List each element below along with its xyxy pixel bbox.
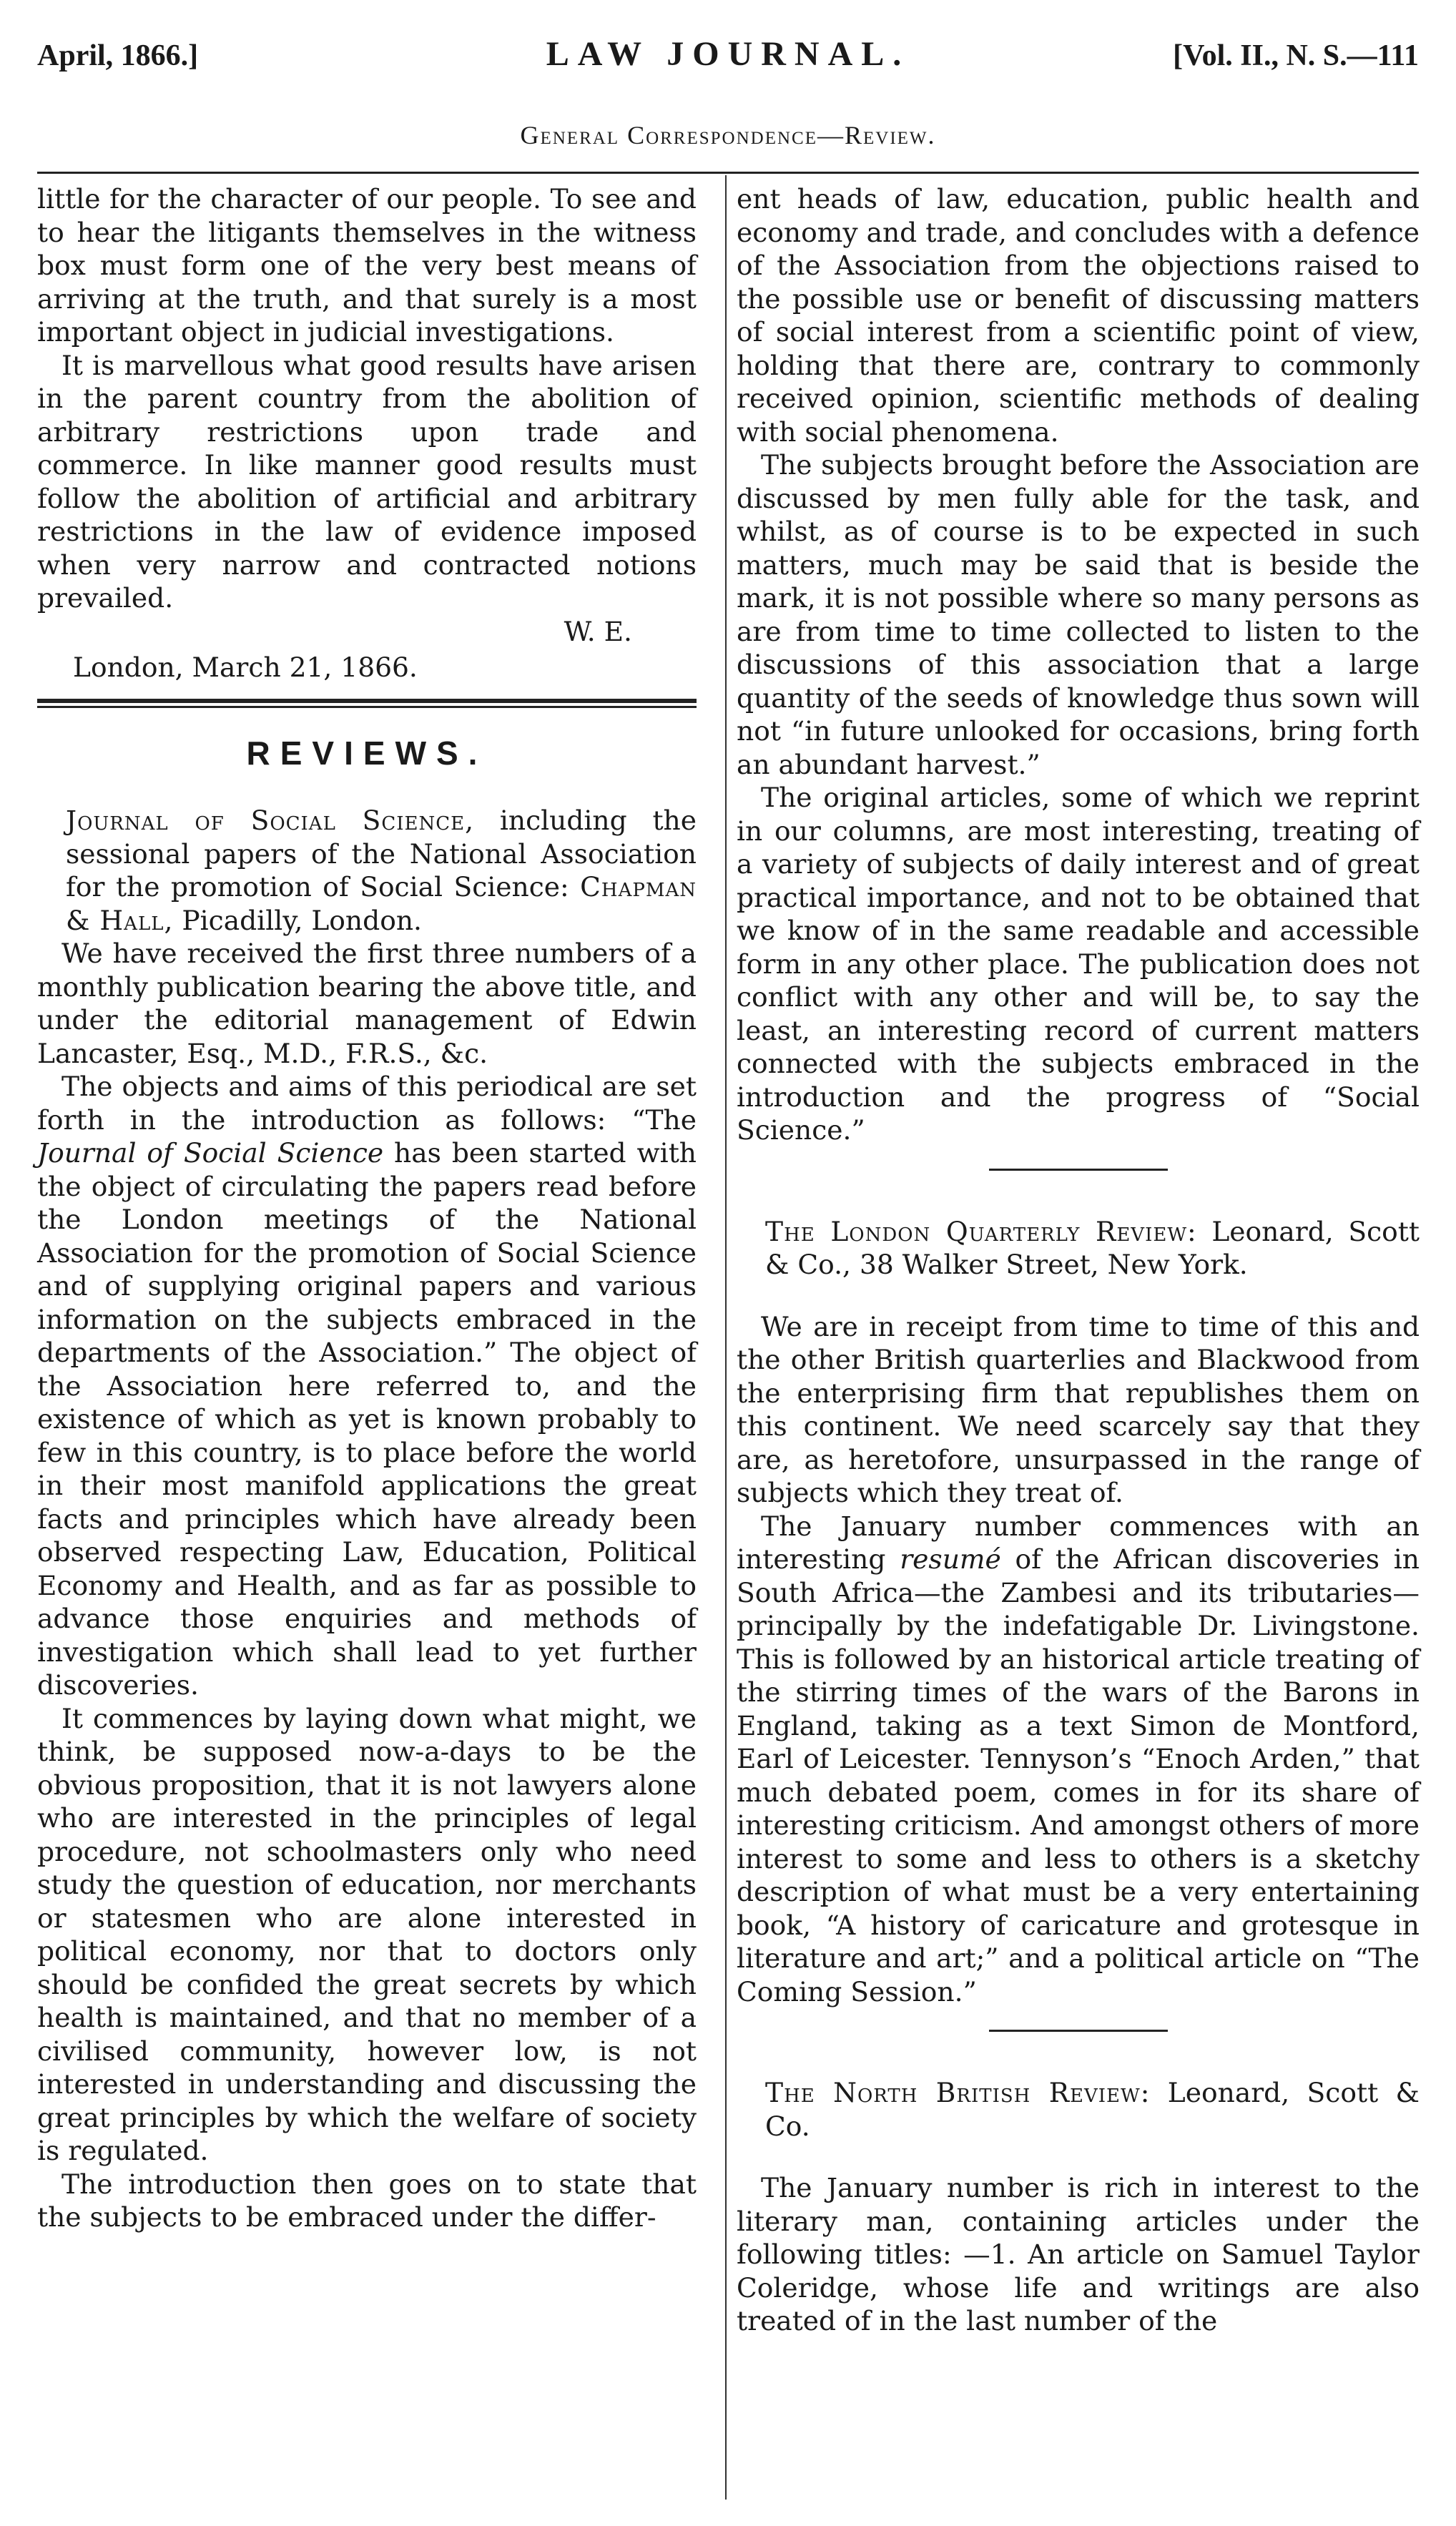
section-heading: General Correspondence—Review. bbox=[520, 121, 936, 149]
review-paragraph: We have received the first three numbers of a monthly publication bearing the above title, and under the editorial management of Edwin Lancaster, Esq., M.D., F.R.S., &c. bbox=[37, 938, 697, 1069]
review-heading-text: including the sessional papers of the National Association for the promotion of Social Science: bbox=[66, 805, 697, 903]
letter-paragraph: It is marvellous what good results have arisen in the parent country from the abolition of arbitrary restrictions upon trade and commerce. In like manner good results must follow the abolition of artificial and arbitrary restrictions in the law of evidence imposed when very narrow and contracted notions prevailed. bbox=[37, 349, 697, 614]
letter-signature: W. E. bbox=[564, 615, 632, 647]
review-heading-text: Leonard, Scott & Co., 38 Walker Street, New York. bbox=[765, 1215, 1420, 1280]
review-paragraph: It commences by laying down what might, we think, be supposed now-a-days to be the obvious proposition, that it is not lawyers alone who are interested in the principles of legal procedure, not schoolmasters only who need study the question of education, nor merchants or statesmen who are alone interested in political economy, nor that to doctors only should be confided the great secrets by which health is maintained, and that no member of a civilised community, however low, is not interested in understanding and discussing the great principles by which the welfare of society is regulated. bbox=[37, 1702, 697, 2166]
review-paragraph: The original articles, some of which we reprint in our columns, are most interesting, treating of a variety of subjects of daily interest and of great practical importance, and not to be obtained that we know of in the same readable and accessible form in any other place. The publication does not conflict with any other and will be, to say the least, an interesting record of current matters connected with the subjects embraced in the introduction and the progress of “Social Science.” bbox=[737, 782, 1420, 1146]
review-title: The North British Review: bbox=[765, 2077, 1151, 2108]
review-separator bbox=[989, 1169, 1168, 1171]
header-rule bbox=[37, 172, 1419, 174]
reviews-title: REVIEWS. bbox=[246, 734, 488, 772]
review-paragraph: ent heads of law, education, public health and economy and trade, and concludes with a defence of the Association from the objections raised to the possible use or benefit of discussing matters of social interest from a scientific point of view, holding that there are, contrary to commonly received opinion, scientific methods of dealing with social phenomena. bbox=[737, 183, 1420, 448]
review-text: The January number commences with an interesting bbox=[737, 1510, 1420, 1575]
review-paragraph: The introduction then goes on to state that the subjects to be embraced under the differ- bbox=[37, 2168, 697, 2233]
review-paragraph bbox=[37, 1070, 697, 1702]
review-italic-title: Journal of Social Science bbox=[37, 1137, 384, 1169]
review-heading bbox=[37, 804, 697, 937]
letter-paragraph: little for the character of our people. To see and to hear the litigants themselves in the witness box must form one of the very best means of arriving at the truth, and that surely is a most important object in judicial investigations. bbox=[37, 183, 697, 348]
review-italic-word: resumé bbox=[900, 1543, 1001, 1575]
section-rule-thin bbox=[37, 706, 697, 708]
review-heading-text: Leonard, Scott & Co. bbox=[765, 2077, 1420, 2142]
column-divider bbox=[725, 175, 727, 2500]
right-column bbox=[737, 182, 1420, 2338]
review-publisher: Chapman & Hall, bbox=[66, 871, 697, 936]
review-title: Journal of Social Science, bbox=[66, 805, 475, 836]
review-paragraph bbox=[737, 1510, 1420, 2009]
review-heading bbox=[737, 2076, 1420, 2143]
running-head bbox=[37, 29, 1419, 72]
review-text: has been started with the object of circulating the papers read before the London meetings of the National Association for the promotion of Social Science and of supplying original papers and various information on the subjects embraced in the departments of the Association.” The object of the Association here referred to, and the existence of which as yet is known probably to few in this country, is to place before the world in their most manifold applications the great facts and principles which have already been observed respecting Law, Education, Political Economy and Health, and as far as possible to advance those enquiries and methods of investigation which shall lead to yet further discoveries. bbox=[37, 1137, 697, 1701]
review-separator bbox=[989, 2030, 1168, 2032]
review-heading bbox=[737, 1215, 1420, 1282]
review-heading-text: Picadilly, London. bbox=[173, 904, 422, 936]
letter-place-date: London, March 21, 1866. bbox=[73, 652, 418, 683]
issue-date: April, 1866.] bbox=[37, 39, 199, 72]
journal-title: LAW JOURNAL. bbox=[546, 35, 910, 73]
review-paragraph: We are in receipt from time to time of this and the other British quarterlies and Blackwood from the enterprising firm that republishes them on this continent. We need scarcely say that they are, as heretofore, unsurpassed in the range of subjects which they treat of. bbox=[737, 1310, 1420, 1508]
review-text: The objects and aims of this periodical are set forth in the introduction as follows: “The bbox=[37, 1071, 697, 1136]
review-title: The London Quarterly Review: bbox=[765, 1215, 1197, 1247]
left-column bbox=[37, 182, 697, 2234]
volume-page: [Vol. II., N. S.—111 bbox=[1173, 39, 1419, 72]
review-paragraph: The January number is rich in interest to the literary man, containing articles under the following titles: —1. An article on Samuel Taylor Coleridge, whose life and writings are also treated of in the last number of the bbox=[737, 2172, 1420, 2336]
review-paragraph: The subjects brought before the Association are discussed by men fully able for the task, and whilst, as of course is to be expected in such matters, much may be said that is beside the mark, it is not possible where so many persons as are from time to time collected to listen to the discussions of this association that a large quantity of the seeds of knowledge thus sown will not “in future unlooked for occasions, bring forth an abundant harvest.” bbox=[737, 449, 1420, 780]
review-text: of the African discoveries in South Africa—the Zambesi and its tributaries—principally by the indefatigable Dr. Livingstone. This is followed by an historical article treating of the stirring times of the wars of the Barons in England, taking as a text Simon de Montford, Earl of Leicester. Tennyson’s “Enoch Arden,” that much debated poem, comes in for its share of interesting criticism. And amongst others of more interest to some and less to others is a sketchy description of what must be a very entertaining book, “A history of caricature and grotesque in literature and art;” and a political article on “The Coming Session.” bbox=[737, 1543, 1420, 2007]
section-rule-thick bbox=[37, 699, 697, 703]
